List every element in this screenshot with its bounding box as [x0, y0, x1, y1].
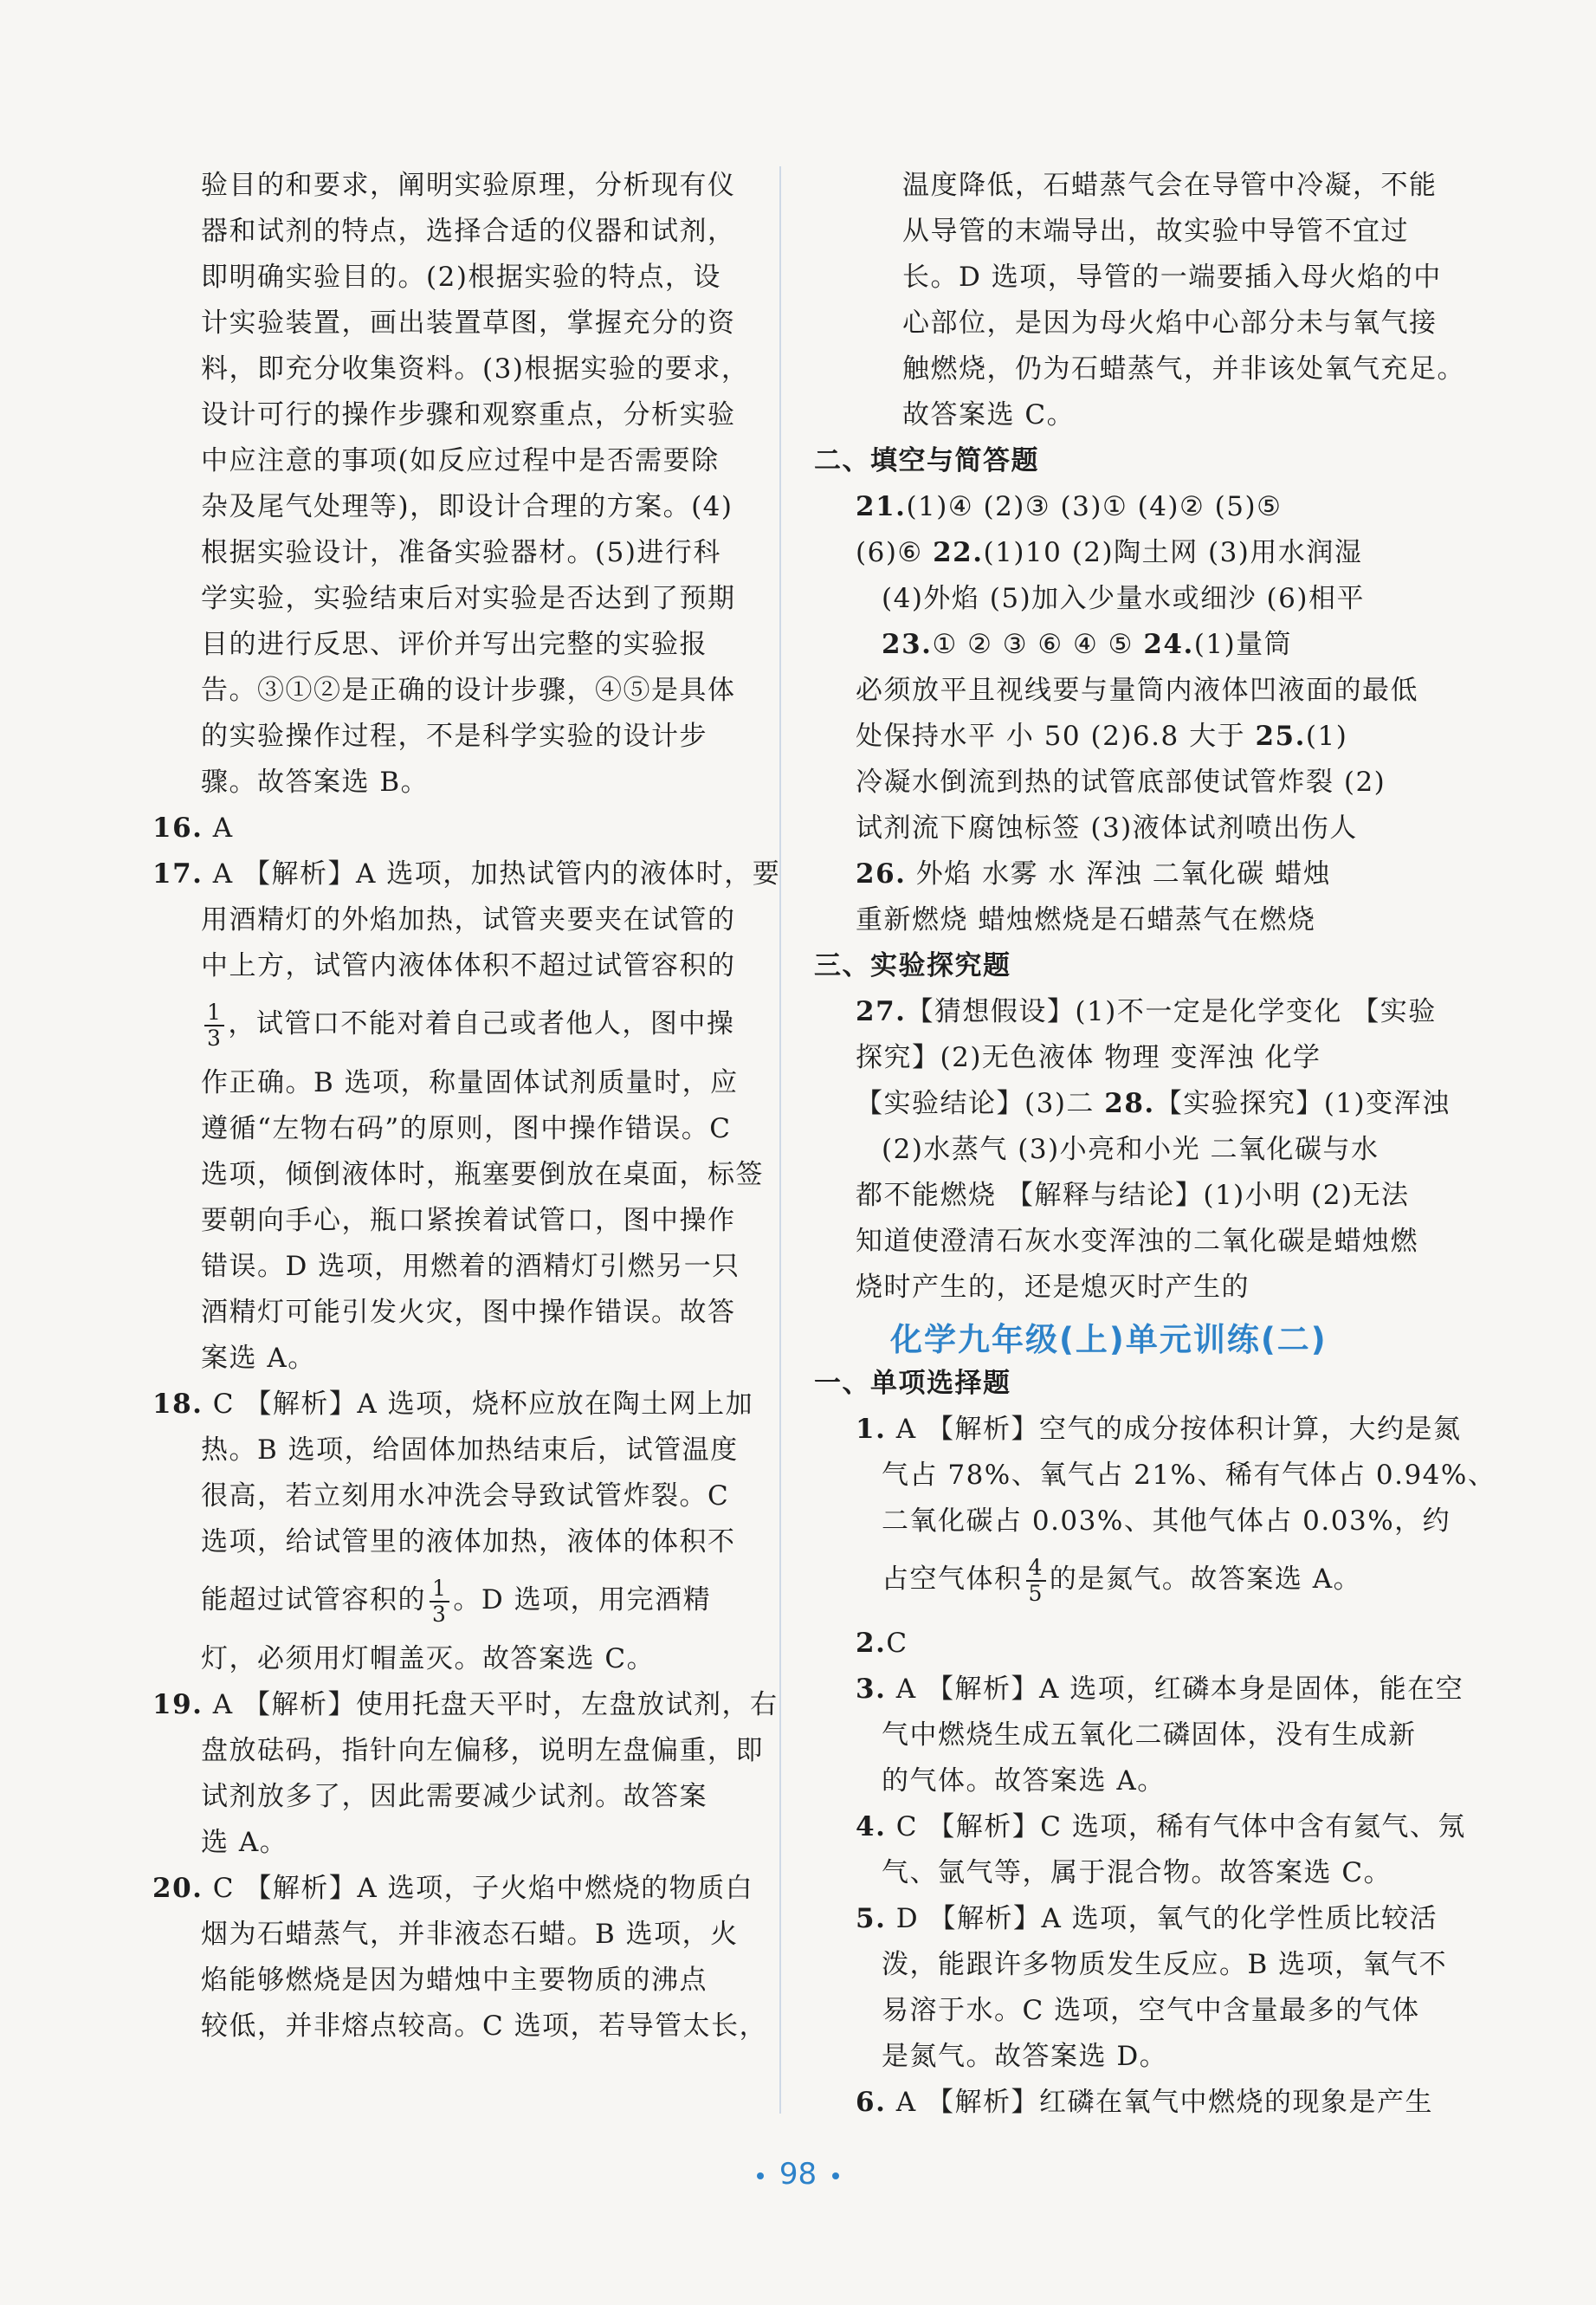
answer: A — [212, 813, 234, 844]
text-line: 根据实验设计，准备实验器材。(5)进行科 — [201, 537, 721, 568]
fraction — [430, 1577, 449, 1627]
text-line: 焰能够燃烧是因为蜡烛中主要物质的沸点 — [201, 1965, 708, 1996]
question-number: 19. — [152, 1689, 204, 1720]
question-3 — [856, 1667, 1464, 1713]
text-line: 作正确。B 选项，称量固体试剂质量时，应 — [201, 1067, 739, 1098]
question-6 — [856, 2080, 1433, 2126]
question-number: 22. — [933, 537, 984, 568]
fraction-numerator: 4 — [1026, 1556, 1046, 1582]
text-line: C 【解析】A 选项，烧杯应放在陶土网上加 — [212, 1389, 754, 1420]
answer: (1) — [1305, 721, 1348, 752]
text-line: A 【解析】A 选项，加热试管内的液体时，要 — [212, 858, 781, 890]
question-28 — [856, 1081, 1451, 1127]
text-line: 重新燃烧 蜡烛燃烧是石蜡蒸气在燃烧 — [856, 904, 1316, 936]
text-line: 中上方，试管内液体体积不超过试管容积的 — [201, 950, 736, 981]
question-number: 20. — [152, 1873, 204, 1904]
text-line: 烧时产生的，还是熄灭时产生的 — [856, 1272, 1250, 1303]
text-line: 验目的和要求，阐明实验原理，分析现有仪 — [201, 170, 736, 201]
question-17 — [152, 851, 780, 897]
text-line: 是氮气。故答案选 D。 — [882, 2041, 1168, 2072]
text-line: 泼，能跟许多物质发生反应。B 选项，氧气不 — [882, 1949, 1448, 1980]
question-number: 23. — [882, 629, 933, 660]
question-number: 17. — [152, 858, 204, 890]
question-16 — [152, 806, 234, 851]
section-heading: 二、填空与简答题 — [814, 445, 1039, 476]
question-number: 4. — [856, 1811, 887, 1842]
question-2 — [856, 1621, 908, 1667]
text-line: 选项，给试管里的液体加热，液体的体积不 — [201, 1526, 736, 1557]
fraction-denominator: 5 — [1028, 1580, 1044, 1606]
question-25 — [856, 714, 1347, 760]
text-line: (2)水蒸气 (3)小亮和小光 二氧化碳与水 — [882, 1134, 1380, 1165]
text-line: 故答案选 C。 — [902, 399, 1076, 431]
answer: 【实验探究】(1)变浑浊 — [1154, 1088, 1451, 1119]
text-line: ，试管口不能对着自己或者他人，图中操 — [228, 1008, 735, 1039]
question-number: 27. — [856, 996, 907, 1027]
fraction — [204, 1000, 224, 1051]
text-line: 试剂放多了，因此需要减少试剂。故答案 — [201, 1781, 708, 1812]
question-5 — [856, 1896, 1438, 1942]
question-number: 28. — [1104, 1088, 1155, 1119]
text-line: 知道使澄清石灰水变浑浊的二氧化碳是蜡烛燃 — [856, 1226, 1418, 1257]
text-line: 盘放砝码，指针向左偏移，说明左盘偏重，即 — [201, 1735, 764, 1766]
text-line: 长。D 选项，导管的一端要插入母火焰的中 — [902, 262, 1442, 293]
unit-title: 化学九年级(上)单元训练(二) — [890, 1321, 1328, 1358]
text-line: 要朝向手心，瓶口紧挨着试管口，图中操作 — [201, 1205, 736, 1236]
text-line: 杂及尾气处理等)，即设计合理的方案。(4) — [201, 491, 733, 522]
text-line: 占空气体积 — [882, 1564, 1023, 1595]
text-line: 烟为石蜡蒸气，并非液态石蜡。B 选项，火 — [201, 1919, 739, 1950]
question-number: 3. — [856, 1674, 887, 1705]
bullet-dot — [832, 2172, 839, 2179]
text-line: 错误。D 选项，用燃着的酒精灯引燃另一只 — [201, 1251, 740, 1282]
question-number: 2. — [856, 1628, 887, 1659]
text-line: 案选 A。 — [201, 1343, 316, 1374]
section-heading: 三、实验探究题 — [814, 950, 1011, 981]
fraction-numerator: 1 — [204, 1000, 224, 1026]
page-number — [0, 2157, 1596, 2192]
question-number: 16. — [152, 813, 204, 844]
text-line: 计实验装置，画出装置草图，掌握充分的资 — [201, 308, 736, 339]
text-line: D 【解析】A 选项，氧气的化学性质比较活 — [895, 1903, 1438, 1934]
text-line: 试剂流下腐蚀标签 (3)液体试剂喷出伤人 — [856, 813, 1358, 844]
text-line: 气占 78%、氧气占 21%、稀有气体占 0.94%、 — [882, 1460, 1496, 1491]
text-line: 气、氩气等，属于混合物。故答案选 C。 — [882, 1857, 1392, 1888]
text-line: A 【解析】红磷在氧气中燃烧的现象是产生 — [895, 2087, 1433, 2118]
text-line: 即明确实验目的。(2)根据实验的特点，设 — [201, 262, 721, 293]
question-22 — [856, 530, 1362, 576]
answer: (1)④ (2)③ (3)① (4)② (5)⑤ — [906, 491, 1283, 522]
text-line: 心部位，是因为母火焰中心部分未与氧气接 — [902, 308, 1438, 339]
question-18 — [152, 1382, 753, 1428]
answer: 【实验结论】(3)二 — [856, 1088, 1105, 1119]
answer: 外焰 水雾 水 浑浊 二氧化碳 蜡烛 — [915, 858, 1332, 890]
question-number: 5. — [856, 1903, 887, 1934]
column-divider — [779, 166, 781, 2114]
text-line: 灯，必须用灯帽盖灭。故答案选 C。 — [201, 1643, 656, 1674]
text-line: 二氧化碳占 0.03%、其他气体占 0.03%，约 — [882, 1505, 1451, 1537]
question-21 — [856, 484, 1282, 530]
section-heading: 一、单项选择题 — [814, 1368, 1011, 1399]
question-number: 24. — [1143, 629, 1194, 660]
page-number-text: 98 — [779, 2157, 817, 2192]
answer: ① ② ③ ⑥ ④ ⑤ — [932, 629, 1144, 660]
text-line: 都不能燃烧 【解释与结论】(1)小明 (2)无法 — [856, 1180, 1410, 1211]
text-line: 触燃烧，仍为石蜡蒸气，并非该处氧气充足。 — [902, 353, 1465, 385]
question-23-24 — [882, 622, 1292, 668]
text-line: 遵循“左物右码”的原则，图中操作错误。C — [201, 1113, 732, 1144]
answer: (6)⑥ — [856, 537, 934, 568]
answer: 处保持水平 小 50 (2)6.8 大于 — [856, 721, 1256, 752]
question-20 — [152, 1866, 753, 1912]
question-number: 26. — [856, 858, 907, 890]
text-line: 目的进行反思、评价并写出完整的实验报 — [201, 629, 708, 660]
text-line: 较低，并非熔点较高。C 选项，若导管太长， — [201, 2010, 768, 2042]
text-line: 易溶于水。C 选项，空气中含量最多的气体 — [882, 1995, 1420, 2026]
text-line: 温度降低，石蜡蒸气会在导管中冷凝，不能 — [902, 170, 1438, 201]
text-line: 学实验，实验结束后对实验是否达到了预期 — [201, 583, 736, 614]
answer: (1)10 (2)陶土网 (3)用水润湿 — [983, 537, 1363, 568]
question-number: 6. — [856, 2087, 887, 2118]
question-26 — [856, 851, 1331, 897]
text-line: (4)外焰 (5)加入少量水或细沙 (6)相平 — [882, 583, 1365, 614]
text-line: 酒精灯可能引发火灾，图中操作错误。故答 — [201, 1297, 736, 1328]
question-number: 25. — [1255, 721, 1306, 752]
text-line: 告。③①②是正确的设计步骤，④⑤是具体 — [201, 675, 736, 706]
question-number: 21. — [856, 491, 907, 522]
question-1 — [856, 1407, 1461, 1453]
fraction-denominator: 3 — [432, 1601, 448, 1627]
fraction-numerator: 1 — [430, 1577, 449, 1602]
question-27 — [856, 989, 1437, 1035]
text-line: 热。B 选项，给固体加热结束后，试管温度 — [201, 1434, 739, 1466]
fraction — [1026, 1556, 1046, 1606]
text-line: 。D 选项，用完酒精 — [453, 1584, 712, 1615]
text-line: 料，即充分收集资料。(3)根据实验的要求， — [201, 353, 750, 385]
answer: C — [886, 1628, 908, 1659]
text-line: 冷凝水倒流到热的试管底部使试管炸裂 (2) — [856, 767, 1386, 798]
text-line: 中应注意的事项(如反应过程中是否需要除 — [201, 445, 720, 476]
question-19 — [152, 1682, 779, 1728]
text-line: A 【解析】空气的成分按体积计算，大约是氮 — [895, 1414, 1462, 1445]
text-line: 骤。故答案选 B。 — [201, 767, 430, 798]
text-line: 选项，倾倒液体时，瓶塞要倒放在桌面，标签 — [201, 1159, 764, 1190]
text-line: 的气体。故答案选 A。 — [882, 1765, 1166, 1797]
fraction-line — [201, 1569, 711, 1631]
text-line: A 【解析】A 选项，红磷本身是固体，能在空 — [895, 1674, 1464, 1705]
text-line: A 【解析】使用托盘天平时，左盘放试剂，右 — [212, 1689, 779, 1720]
fraction-denominator: 3 — [207, 1025, 223, 1051]
text-line: 很高，若立刻用水冲洗会导致试管炸裂。C — [201, 1480, 730, 1512]
fraction-line — [882, 1548, 1361, 1610]
text-line: 从导管的末端导出，故实验中导管不宜过 — [902, 216, 1409, 247]
text-line: 必须放平且视线要与量筒内液体凹液面的最低 — [856, 675, 1418, 706]
text-line: 器和试剂的特点，选择合适的仪器和试剂， — [201, 216, 736, 247]
text-line: 设计可行的操作步骤和观察重点，分析实验 — [201, 399, 736, 431]
answer: 【猜想假设】(1)不一定是化学变化 【实验 — [906, 996, 1437, 1027]
text-line: 选 A。 — [201, 1827, 288, 1858]
question-number: 18. — [152, 1389, 204, 1420]
text-line: 探究】(2)无色液体 物理 变浑浊 化学 — [856, 1042, 1321, 1073]
answer: (1)量筒 — [1193, 629, 1293, 660]
text-line: 的实验操作过程，不是科学实验的设计步 — [201, 721, 708, 752]
text-line: C 【解析】C 选项，稀有气体中含有氦气、氖 — [895, 1811, 1466, 1842]
text-line: C 【解析】A 选项，子火焰中燃烧的物质白 — [212, 1873, 754, 1904]
text-line: 能超过试管容积的 — [201, 1584, 426, 1615]
text-line: 用酒精灯的外焰加热，试管夹要夹在试管的 — [201, 904, 736, 936]
question-number: 1. — [856, 1414, 887, 1445]
text-line: 的是氮气。故答案选 A。 — [1049, 1564, 1362, 1595]
question-4 — [856, 1804, 1466, 1850]
fraction-line — [201, 993, 734, 1055]
bullet-dot — [757, 2172, 764, 2179]
text-line: 气中燃烧生成五氧化二磷固体，没有生成新 — [882, 1719, 1417, 1751]
